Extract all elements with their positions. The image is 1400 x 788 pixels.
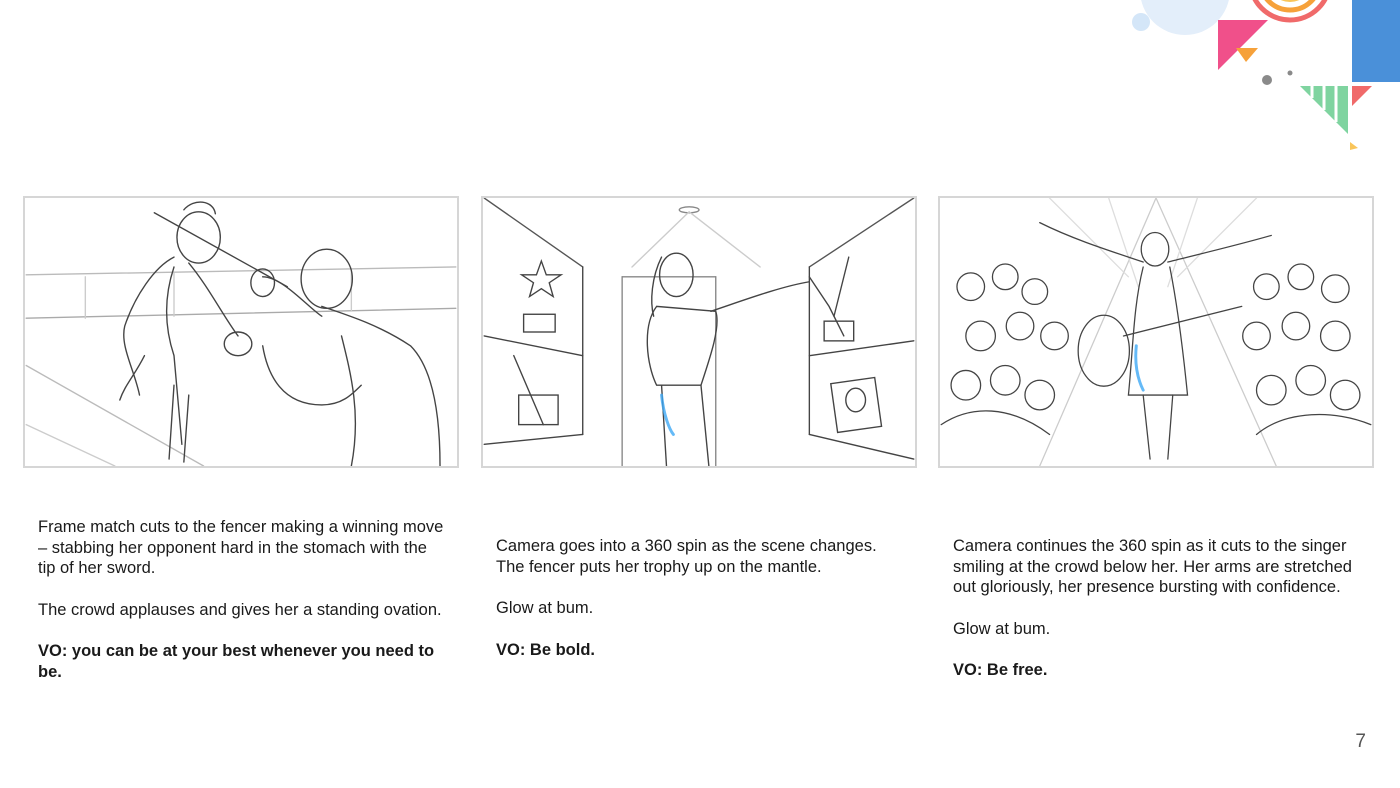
fencing-sketch xyxy=(25,198,457,466)
caption-paragraph: Glow at bum. xyxy=(496,599,594,617)
caption-paragraph: Glow at bum. xyxy=(953,619,1051,638)
caption-paragraph: Camera goes into a 360 spin as the scene changes. The fencer puts her trophy up on the mantle. xyxy=(496,537,877,576)
green-triangle-stripes xyxy=(1300,86,1348,134)
orange-ring-outer xyxy=(1250,0,1330,20)
caption-paragraph: Camera continues the 360 spin as it cuts to the singer smiling at the crowd below her. Her arms are stretched out gloriously, her presence bursting with confidence. xyxy=(953,537,1352,596)
storyboard-frame-fencing xyxy=(23,196,459,468)
orange-ring-mid xyxy=(1260,0,1320,10)
light-blue-circle xyxy=(1140,0,1230,35)
orange-triangle xyxy=(1236,48,1258,62)
caption-panel-3 xyxy=(953,536,1358,702)
trophy-sketch xyxy=(483,198,915,466)
red-triangle xyxy=(1352,86,1372,106)
caption-paragraph: Frame match cuts to the fencer making a winning move – stabbing her opponent hard in the stomach with the tip of her sword. xyxy=(38,518,444,577)
pink-triangle xyxy=(1218,20,1268,70)
yellow-disc xyxy=(1268,0,1312,2)
gray-dot-large xyxy=(1262,75,1272,85)
caption-panel-2 xyxy=(496,536,906,681)
voiceover-line: VO: you can be at your best whenever you need to be. xyxy=(38,642,435,681)
caption-panel-1 xyxy=(38,517,448,703)
singer-sketch xyxy=(940,198,1372,466)
page-number: 7 xyxy=(1355,731,1366,752)
tiny-yellow-triangle xyxy=(1350,142,1358,150)
caption-paragraph: The crowd applauses and gives her a standing ovation. xyxy=(38,600,442,619)
gray-dot-small xyxy=(1288,71,1293,76)
storyboard-frame-singer xyxy=(938,196,1374,468)
storyboard-frame-trophy xyxy=(481,196,917,468)
blue-rect xyxy=(1352,0,1400,82)
small-blue-dot xyxy=(1132,13,1150,31)
voiceover-line: VO: Be free. xyxy=(953,661,1048,679)
voiceover-line: VO: Be bold. xyxy=(496,640,595,659)
